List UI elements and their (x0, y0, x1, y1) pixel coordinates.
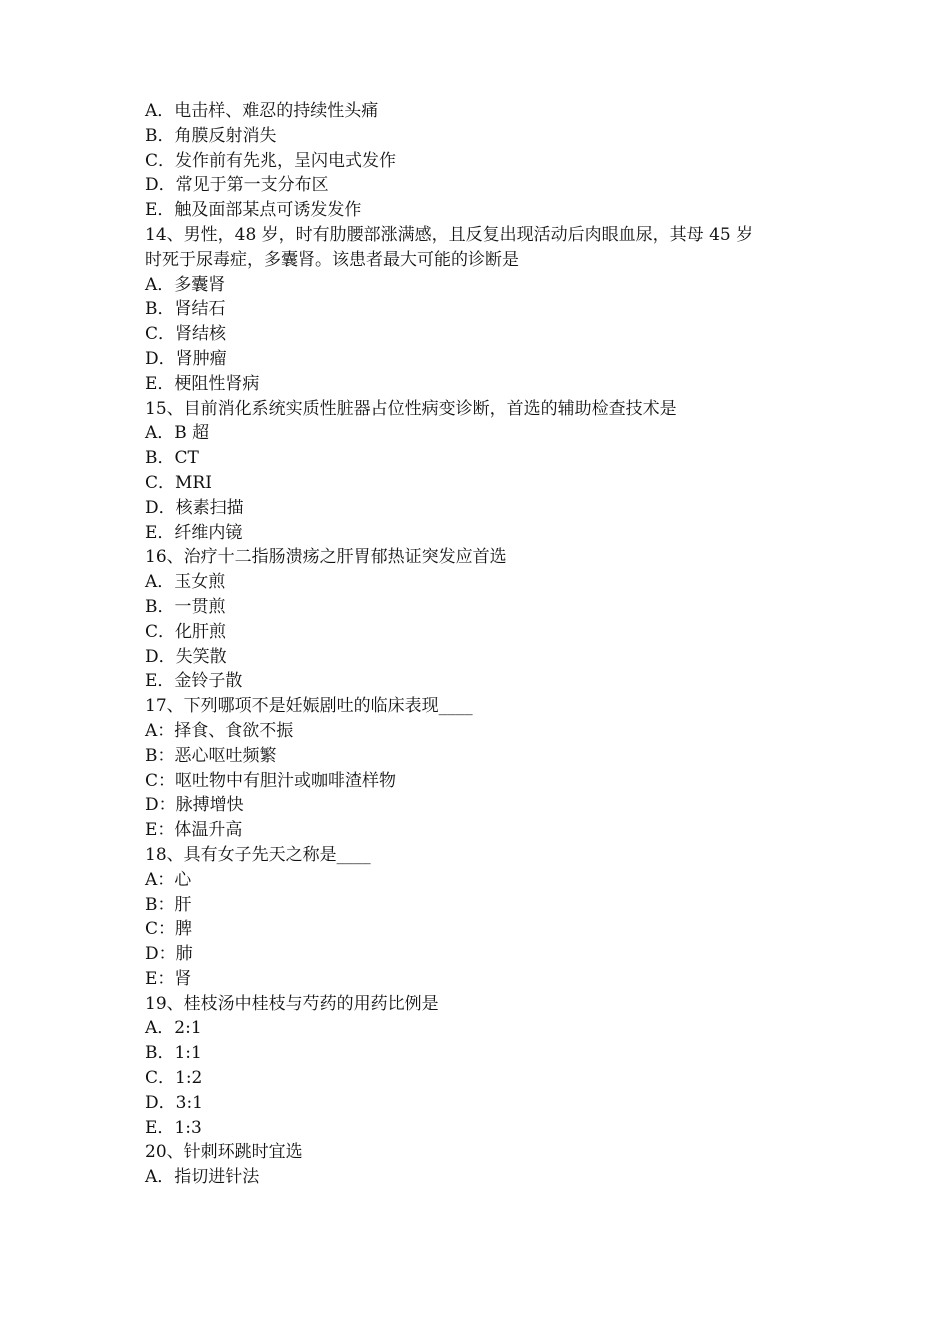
answer-option: B．肾结石 (145, 299, 226, 320)
answer-option: E．触及面部某点可诱发发作 (145, 200, 362, 221)
answer-option: C．发作前有先兆，呈闪电式发作 (145, 150, 397, 171)
answer-option: D．核素扫描 (145, 497, 244, 518)
answer-option: A：择食、食欲不振 (145, 720, 294, 741)
answer-option: A．电击样、难忍的持续性头痛 (145, 101, 379, 121)
answer-option: E．纤维内镜 (145, 522, 243, 543)
answer-option: B：恶心呕吐频繁 (145, 745, 277, 766)
answer-option: C：呕吐物中有胆汁或咖啡渣样物 (145, 770, 397, 791)
answer-option: D：脉搏增快 (145, 795, 244, 816)
question-text: 20、针刺环跳时宜选 (145, 1142, 303, 1163)
answer-option: D．肾肿瘤 (145, 348, 227, 369)
answer-option: D．失笑散 (145, 646, 227, 667)
answer-option: B．角膜反射消失 (145, 125, 277, 146)
question-text: 17、下列哪项不是妊娠剧吐的临床表现____ (145, 696, 473, 717)
answer-option: A．B 超 (145, 423, 210, 444)
answer-option: A．玉女煎 (145, 572, 226, 593)
answer-option: D．常见于第一支分布区 (145, 175, 329, 196)
answer-option: A：心 (145, 869, 192, 890)
answer-option: E：体温升高 (145, 820, 243, 841)
document-body (145, 99, 825, 1190)
answer-option: C．MRI (145, 472, 212, 493)
answer-option: E：肾 (145, 968, 192, 989)
answer-option: B．CT (145, 448, 199, 469)
question-text: 19、桂枝汤中桂枝与芍药的用药比例是 (145, 993, 439, 1014)
question-text: 时死于尿毒症，多囊肾。该患者最大可能的诊断是 (145, 249, 519, 270)
answer-option: B．1:1 (145, 1043, 202, 1064)
answer-option: D．3:1 (145, 1092, 203, 1113)
question-text: 15、目前消化系统实质性脏器占位性病变诊断，首选的辅助检查技术是 (145, 398, 677, 419)
answer-option: C．肾结核 (145, 324, 227, 345)
answer-option: A．多囊肾 (145, 274, 226, 295)
answer-option: C．化肝煎 (145, 621, 227, 642)
answer-option: E．金铃子散 (145, 671, 243, 692)
answer-option: A．指切进针法 (145, 1167, 260, 1188)
question-text: 18、具有女子先天之称是____ (145, 844, 371, 865)
answer-option: E．梗阻性肾病 (145, 373, 260, 394)
answer-option: B：肝 (145, 894, 192, 915)
answer-option: C．1:2 (145, 1068, 203, 1089)
answer-option: B．一贯煎 (145, 596, 226, 617)
answer-option: E．1:3 (145, 1117, 202, 1138)
answer-option: C：脾 (145, 919, 193, 940)
question-text: 16、治疗十二指肠溃疡之肝胃郁热证突发应首选 (145, 547, 507, 568)
answer-option: A．2:1 (145, 1018, 202, 1039)
question-text: 14、男性，48 岁，时有肋腰部涨满感，且反复出现活动后肉眼血尿，其母 45 岁 (145, 224, 754, 245)
answer-option: D：肺 (145, 944, 193, 965)
